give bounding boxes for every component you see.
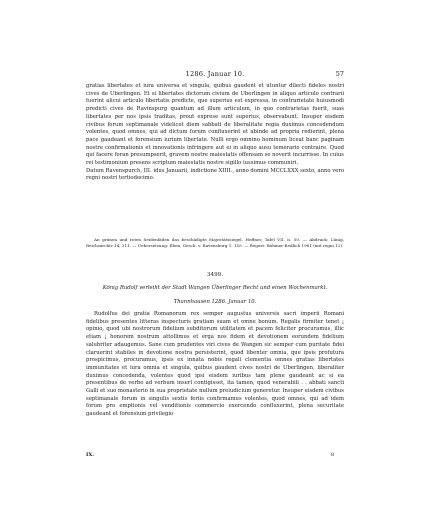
sheet-mark: 8: [330, 452, 334, 458]
document-place-date: Thannhausen 1286. Januar 10.: [173, 299, 257, 305]
body-text-top: [86, 83, 344, 183]
document-number: 3499.: [206, 272, 223, 278]
document-title: König Rudolf verleiht der Stadt Wangen Überlinger Recht und einen Wochenmarkt.: [102, 285, 328, 291]
page-footer: [86, 452, 344, 460]
editorial-notes: [86, 237, 344, 249]
running-title: 1286. Januar 10.: [185, 70, 245, 78]
dating-clause: Datum Ravenspurch, III. idus Januarii, indictione XIIII., anno domini MCCLXXX sexto, anno vero regni nostri tertiodecimo.: [86, 167, 344, 182]
page-number: 57: [335, 70, 344, 78]
body-text-bottom: [86, 311, 344, 419]
page-header: [86, 70, 344, 80]
paragraph: gratias libertates et iura universa et singula, quibus gaudent et utuntur dilecti fideles nostri cives de Uberlingen. Et si libertates dictorum civium de Uberlingen in aliquo articulo contrarii fuerint alicui articulo libertatis predicte, que superius est expressa, in contrarietate huiusmodi predicti cives de Ravinspurg quantum ad illum articulum, in quo contrarietas fuerit, suas libertates per nos ipsis traditas, prout exprese sunt superius, observabunt. Insuper eisdem civibus forum septimanale videlicet diem sabbati de liberalitate regia duximus concedendum volentes, quod omnes, qui ad dictum forum confluxerint et abinde ad propria redierint, plena pace gaudeant et forensium iurium libertate. Nulli ergo omnino hominum liceat banc paginam nostre confirmationis et innovationis infringere aut ei in aliquo ausu temerario contraire. Quod qui facere foran presumpserit, gravem nostre maiestatis offensam se noverit incurrisse. In cuius rei testimonium presens scriptum maiestatis nostre sigillo iussimus communiri.: [86, 83, 344, 167]
signature-mark: IX.: [86, 452, 94, 458]
paragraph: Rudolfus dei gratia Romanorum rex semper augustus universis sacri imperii Romani fidelibus presentes litteras inspecturis gratiam suam et omne bonum. Regalis firmiter tenet ¡ opinio, quod ubi nostrorum fidelium subditorum utilitatem et pacem feliciter procuramus, illic etiam ¡ honorem nostrum attollimus et erga nos fidem et devotionem eorundem fidelium salubriter adaugemus. Sane cum prudentes viri cives de Wangen sic semper cum puritate fidei claruerint stabiles in devotione nostra persisterint, quod libenter omnia, que ipsis profutura prospicimus, procuramus, ipsis ex innata nobis regali clementia omnes gratias libertates immunitates et iura omnia et singula, quibus gaudent cives nostri de Uberlingen, liberaliter duximus concedenda, volentes quod ipsi eisdem iuribus tam plene gaudeant ac si ea presentibus de verbo ad verbum inserl contigisset, ita tamen, quod venerabili . . abbati sancti Galli et suo monasterio in sua proprietate nullum preiudicium generetur. Insuper eisdem civibus septimanale forum in singulis sextis feriis confirmamus volentes, quod omnes, qui ad idem forum pro emptionis vel venditionis commercio exercendo confluxerint, plena securitate gaudeant et forensium privilegio: [86, 311, 344, 418]
note-line: An grünen und roten Seidenfäden das beschädigte Majestätssiegel, Heffner, Tafel VII, n. 50. — Abdruck: Lünig, Reichsarchiv 14, 211. — Uebersetzung: Eben, Gesch. v. Ravensburg 1, 155. — Regest: Böhmer-Redlich 1961 (mit regni 12).: [86, 237, 344, 249]
